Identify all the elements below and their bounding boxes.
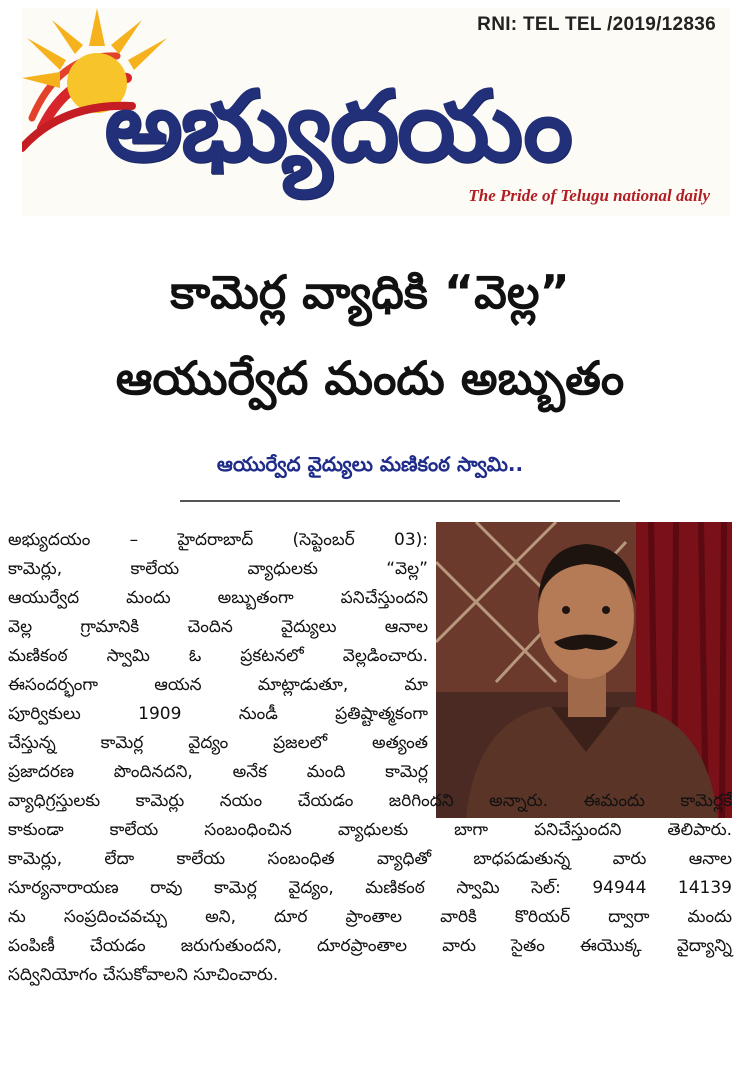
article-line: కామెర్లు, కాలేయ వ్యాధులకు “వెల్ల” bbox=[8, 559, 428, 579]
article-line: అభ్యుదయం – హైదరాబాద్ (సెప్టెంబర్ 03): bbox=[8, 530, 428, 550]
article-line: మణికంఠ స్వామి ఓ ప్రకటనలో వెల్లడించారు. bbox=[8, 646, 428, 666]
headline-line-1: కామెర్ల వ్యాధికి “వెల్ల” bbox=[170, 265, 570, 319]
article-line: కామెర్లు, లేదా కాలేయ సంబంధిత వ్యాధితో బాధపడుతున్న వారు ఆనాల bbox=[8, 849, 732, 869]
article-line: ఆయుర్వేద మందు అబ్బుతంగా పనిచేస్తుందని bbox=[8, 588, 428, 608]
article-line: సూర్యనారాయణ రావు కామెర్ల వైద్యం, మణికంఠ స్వామి సెల్: 94944 14139 bbox=[8, 878, 732, 898]
divider bbox=[180, 500, 620, 502]
tagline: The Pride of Telugu national daily bbox=[468, 186, 710, 205]
article-line: ను సంప్రదించవచ్చు అని, దూర ప్రాంతాల వారికి కొరియర్ ద్వారా మందు bbox=[8, 907, 732, 927]
masthead bbox=[22, 8, 730, 216]
article-line: ప్రజాదరణ పొందినదని, అనేక మంది కామెర్ల bbox=[8, 762, 428, 782]
article-line: ఈసందర్భంగా ఆయన మాట్లాడుతూ, మా bbox=[8, 675, 428, 695]
subheadline: ఆయుర్వేద వైద్యులు మణికంఠ స్వామి.. bbox=[216, 452, 524, 476]
article-body bbox=[8, 528, 732, 1068]
newspaper-logo: అభ్యుదయం bbox=[104, 70, 571, 184]
article-line: కాకుండా కాలేయ సంబంధించిన వ్యాధులకు బాగా పనిచేస్తుందని తెలిపారు. bbox=[8, 820, 732, 840]
article-line: పంపిణీ చేయడం జరుగుతుందని, దూరప్రాంతాల వారు సైతం ఈయొక్క వైద్యాన్ని bbox=[8, 936, 732, 956]
article-line: సద్వినియోగం చేసుకోవాలని సూచించారు. bbox=[8, 965, 279, 985]
article-line: వ్యాధిగ్రస్తులకు కామెర్లు నయం చేయడం జరిగిందని అన్నారు. ఈమందు కామెర్లకే bbox=[8, 791, 732, 811]
article-line: పూర్వికులు 1909 నుండీ ప్రతిష్టాత్మకంగా bbox=[8, 704, 428, 724]
headline-line-2: ఆయుర్వేద మందు అబ్బుతం bbox=[115, 351, 625, 405]
rni-number: RNI: TEL TEL /2019/12836 bbox=[477, 14, 716, 35]
article-line: వెల్ల గ్రామానికి చెందిన వైద్యులు ఆనాల bbox=[8, 617, 428, 637]
article-line: చేస్తున్న కామెర్ల వైద్యం ప్రజలలో అత్యంత bbox=[8, 733, 428, 753]
